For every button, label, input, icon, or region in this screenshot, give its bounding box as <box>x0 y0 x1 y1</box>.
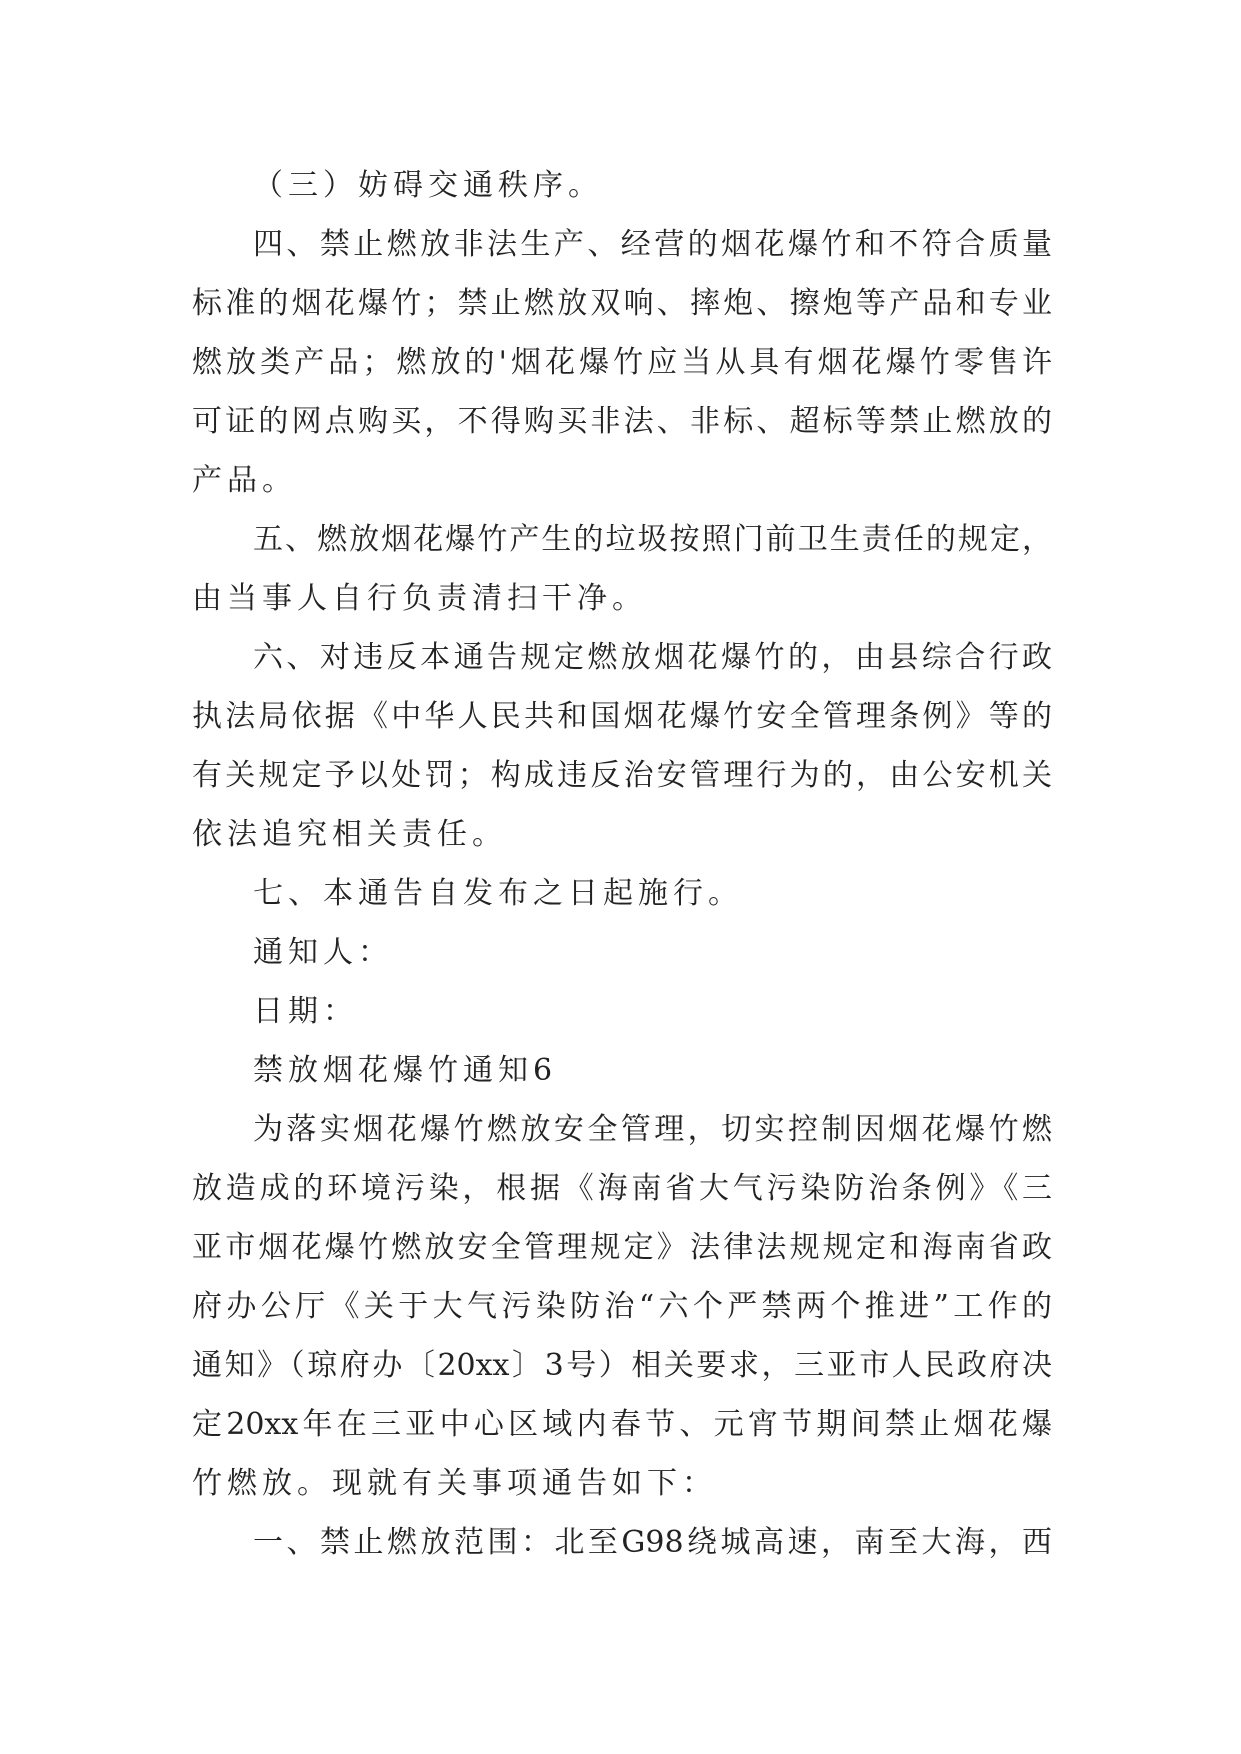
paragraph-line: 执法局依据《中华人民共和国烟花爆竹安全管理条例》等的 <box>192 699 1052 734</box>
paragraph-line: 放造成的环境污染，根据《海南省大气污染防治条例》《三 <box>192 1171 1052 1206</box>
paragraph-line: 有关规定予以处罚；构成违反治安管理行为的，由公安机关 <box>192 758 1052 793</box>
notifier-label: 通知人： <box>253 935 393 970</box>
paragraph-line: 府办公厅《关于大气污染防治“六个严禁两个推进”工作的 <box>192 1289 1052 1324</box>
paragraph-line: 四、禁止燃放非法生产、经营的烟花爆竹和不符合质量 <box>253 227 1052 262</box>
paragraph-line: 一、禁止燃放范围：北至G98绕城高速，南至大海，西 <box>253 1525 1052 1560</box>
paragraph-line: 六、对违反本通告规定燃放烟花爆竹的，由县综合行政 <box>253 640 1052 675</box>
section-title: 禁放烟花爆竹通知6 <box>253 1053 558 1088</box>
paragraph-line: 依法追究相关责任。 <box>192 817 507 852</box>
paragraph-line: 可证的网点购买，不得购买非法、非标、超标等禁止燃放的 <box>192 404 1052 439</box>
paragraph-line: 亚市烟花爆竹燃放安全管理规定》法律法规规定和海南省政 <box>192 1230 1052 1265</box>
paragraph-line: 通知》（琼府办〔20xx〕3号）相关要求，三亚市人民政府决 <box>192 1348 1052 1383</box>
paragraph-line: 定20xx年在三亚中心区域内春节、元宵节期间禁止烟花爆 <box>192 1407 1052 1442</box>
paragraph-line: 标准的烟花爆竹；禁止燃放双响、摔炮、擦炮等产品和专业 <box>192 286 1052 321</box>
date-label: 日期： <box>253 994 358 1029</box>
paragraph-line: 由当事人自行负责清扫干净。 <box>192 581 647 616</box>
paragraph-line: 七、本通告自发布之日起施行。 <box>253 876 743 911</box>
paragraph-line: 为落实烟花爆竹燃放安全管理，切实控制因烟花爆竹燃 <box>253 1112 1052 1147</box>
paragraph-line: 竹燃放。现就有关事项通告如下： <box>192 1466 717 1501</box>
paragraph-line: （三）妨碍交通秩序。 <box>253 168 603 203</box>
paragraph-line: 产品。 <box>192 463 297 498</box>
paragraph-line: 五、燃放烟花爆竹产生的垃圾按照门前卫生责任的规定， <box>253 522 1052 557</box>
paragraph-line: 燃放类产品；燃放的'烟花爆竹应当从具有烟花爆竹零售许 <box>192 345 1052 380</box>
